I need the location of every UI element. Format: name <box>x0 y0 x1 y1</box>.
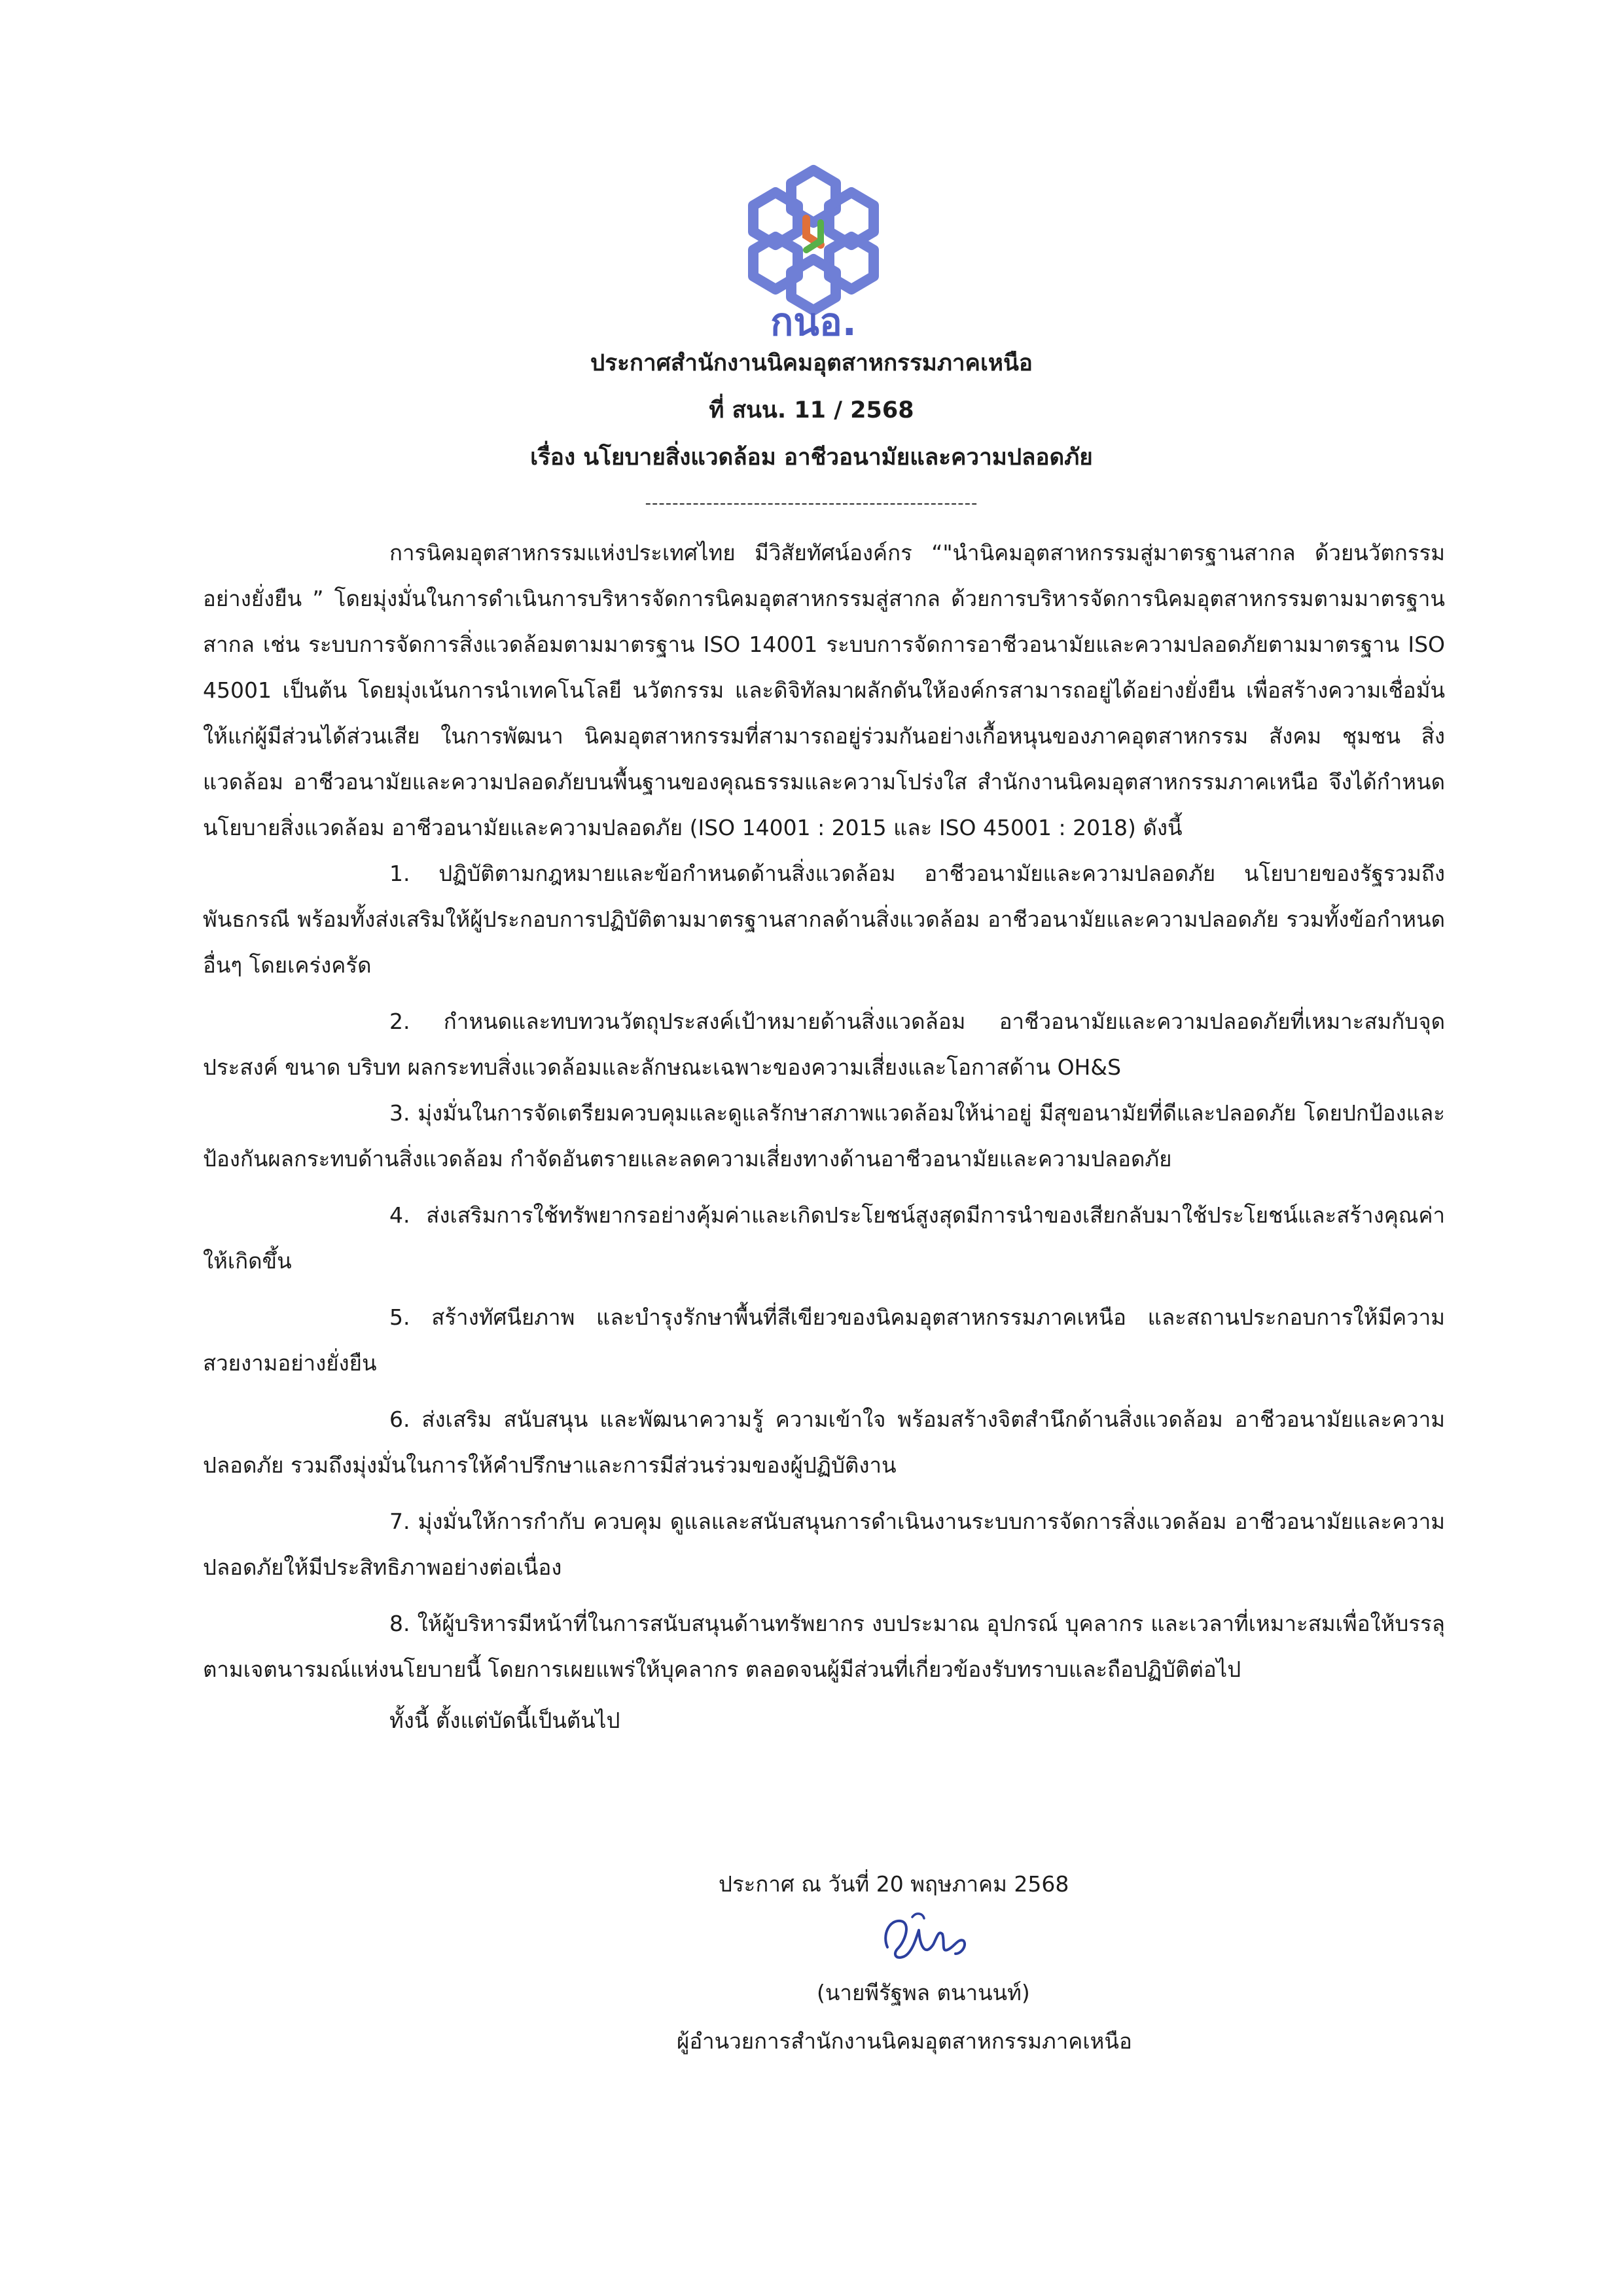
announcement-number: ที่ สนน. 11 / 2568 <box>709 397 914 423</box>
policy-item-1: 1. ปฏิบัติตามกฎหมายและข้อกำหนดด้านสิ่งแวดล้อม อาชีวอนามัยและความปลอดภัย นโยบายของรัฐรวมถึงพันธกรณี พร้อมทั้งส่งเสริมให้ผู้ประกอบการปฏิบัติตามมาตรฐานสากลด้านสิ่งแวดล้อม อาชีวอนามัยและความปลอดภัย รวมทั้งข้อกำหนดอื่นๆ โดยเคร่งครัด <box>203 861 1445 978</box>
ieat-logo-icon <box>728 162 899 343</box>
policy-item-3: 3. มุ่งมั่นในการจัดเตรียมควบคุมและดูแลรักษาสภาพแวดล้อมให้น่าอยู่ มีสุขอนามัยที่ดีและปลอดภัย โดยปกป้องและป้องกันผลกระทบด้านสิ่งแวดล้อม กำจัดอันตรายและลดความเสี่ยงทางด้านอาชีวอนามัยและความปลอดภัย <box>203 1100 1445 1172</box>
signatory-position: ผู้อำนวยการสำนักงานนิคมอุตสาหกรรมภาคเหนือ <box>677 2028 1132 2054</box>
policy-item-5: 5. สร้างทัศนียภาพ และบำรุงรักษาพื้นที่สีเขียวของนิคมอุตสาหกรรมภาคเหนือ และสถานประกอบการให้มีความสวยงามอย่างยั่งยืน <box>203 1304 1445 1376</box>
closing-line: ทั้งนี้ ตั้งแต่บัดนี้เป็นต้นไป <box>389 1708 620 1733</box>
policy-item-2: 2. กำหนดและทบทวนวัตถุประสงค์เป้าหมายด้านสิ่งแวดล้อม อาชีวอนามัยและความปลอดภัยที่เหมาะสมกับจุดประสงค์ ขนาด บริบท ผลกระทบสิ่งแวดล้อมและลักษณะเฉพาะของความเสี่ยงและโอกาสด้าน OH&S <box>203 1009 1445 1080</box>
header-separator: ------------------------------------------------- <box>645 493 978 513</box>
policy-item-6: 6. ส่งเสริม สนับสนุน และพัฒนาความรู้ ความเข้าใจ พร้อมสร้างจิตสำนึกด้านสิ่งแวดล้อม อาชีวอนามัยและความปลอดภัย รวมถึงมุ่งมั่นในการให้คำปรึกษาและการมีส่วนร่วมของผู้ปฏิบัติงาน <box>203 1407 1445 1478</box>
announcement-title: ประกาศสำนักงานนิคมอุตสาหกรรมภาคเหนือ <box>590 350 1033 376</box>
policy-item-4: 4. ส่งเสริมการใช้ทรัพยากรอย่างคุ้มค่าและเกิดประโยชน์สูงสุดมีการนำของเสียกลับมาใช้ประโยชน์และสร้างคุณค่าให้เกิดขึ้น <box>203 1202 1445 1274</box>
signature <box>873 1901 971 1971</box>
signature-mark <box>873 1901 971 1971</box>
ieat-logo <box>728 162 899 343</box>
signatory-name: (นายพีรัฐพล ตนานนท์) <box>817 1980 1030 2005</box>
policy-item-8: 8. ให้ผู้บริหารมีหน้าที่ในการสนับสนุนด้านทรัพยากร งบประมาณ อุปกรณ์ บุคลากร และเวลาที่เหมาะสมเพื่อให้บรรลุตามเจตนารมณ์แห่งนโยบายนี้ โดยการเผยแพร่ให้บุคลากร ตลอดจนผู้มีส่วนที่เกี่ยวข้องรับทราบและถือปฏิบัติต่อไป <box>203 1611 1445 1682</box>
announcement-body <box>203 530 1445 1744</box>
intro-paragraph: การนิคมอุตสาหกรรมแห่งประเทศไทย มีวิสัยทัศน์องค์กร “"นำนิคมอุตสาหกรรมสู่มาตรฐานสากล ด้วยนวัตกรรมอย่างยั่งยืน ” โดยมุ่งมั่นในการดำเนินการบริหารจัดการนิคมอุตสาหกรรมสู่สากล ด้วยการบริหารจัดการนิคมอุตสาหกรรมตามมาตรฐานสากล เช่น ระบบการจัดการสิ่งแวดล้อมตามมาตรฐาน ISO 14001 ระบบการจัดการอาชีวอนามัยและความปลอดภัยตามมาตรฐาน ISO 45001 เป็นต้น โดยมุ่งเน้นการนำเทคโนโลยี นวัตกรรม และดิจิทัลมาผลักดันให้องค์กรสามารถอยู่ได้อย่างยั่งยืน เพื่อสร้างความเชื่อมั่นให้แก่ผู้มีส่วนได้ส่วนเสีย ในการพัฒนา นิคมอุตสาหกรรมที่สามารถอยู่ร่วมกันอย่างเกื้อหนุนของภาคอุตสาหกรรม สังคม ชุมชน สิ่งแวดล้อม อาชีวอนามัยและความปลอดภัยบนพื้นฐานของคุณธรรมและความโปร่งใส สำนักงานนิคมอุตสาหกรรมภาคเหนือ จึงได้กำหนดนโยบายสิ่งแวดล้อม อาชีวอนามัยและความปลอดภัย (ISO 14001 : 2015 และ ISO 45001 : 2018) ดังนี้ <box>203 540 1445 840</box>
announcement-subject: เรื่อง นโยบายสิ่งแวดล้อม อาชีวอนามัยและความปลอดภัย <box>530 444 1093 471</box>
policy-item-7: 7. มุ่งมั่นให้การกำกับ ควบคุม ดูแลและสนับสนุนการดำเนินงานระบบการจัดการสิ่งแวดล้อม อาชีวอนามัยและความปลอดภัยให้มีประสิทธิภาพอย่างต่อเนื่อง <box>203 1509 1445 1580</box>
logo-text: กนอ. <box>770 300 857 343</box>
announcement-date: ประกาศ ณ วันที่ 20 พฤษภาคม 2568 <box>719 1871 1069 1897</box>
